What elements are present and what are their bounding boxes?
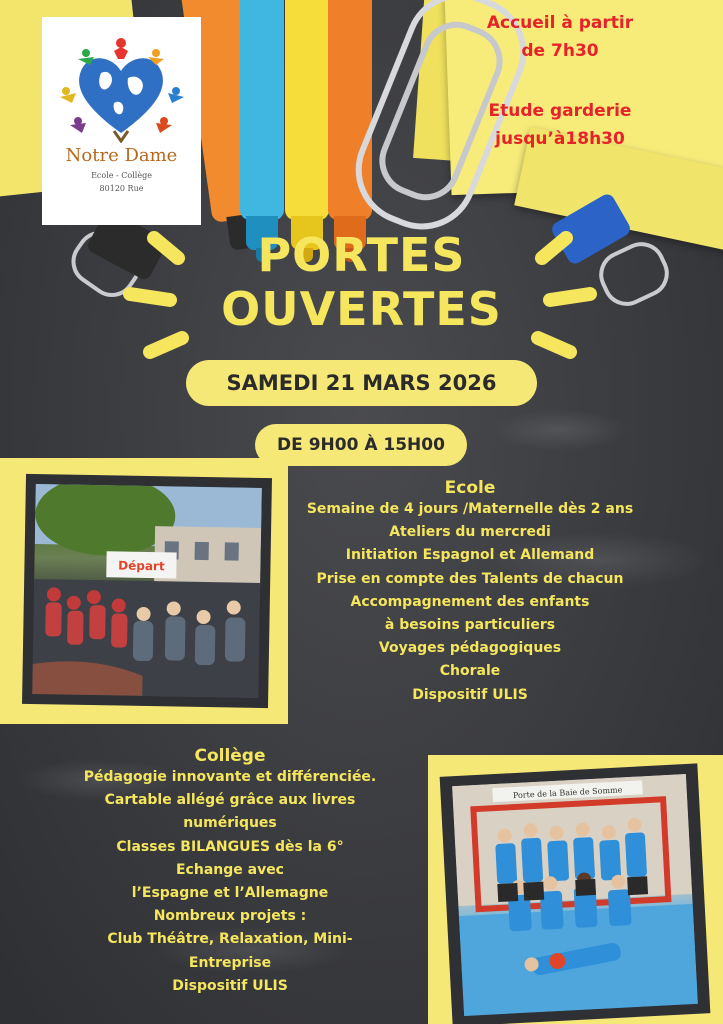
- school-race-photo: [32, 484, 262, 698]
- college-line: Pédagogie innovante et différenciée.: [83, 769, 377, 785]
- college-heading: Collège: [194, 746, 266, 766]
- college-line: l’Espagne et l’Allemagne: [131, 885, 329, 902]
- college-line: Cartable allégé grâce aux livres: [104, 792, 356, 809]
- college-section: [70, 746, 390, 998]
- college-line: Entreprise: [188, 954, 272, 971]
- gym-sign-text: Porte de la Baie de Somme: [512, 785, 623, 801]
- logo-address: 80120 Rue: [99, 184, 144, 193]
- school-line: Semaine de 4 jours /Maternelle dès 2 ans: [306, 501, 634, 517]
- college-line: numériques: [183, 815, 277, 832]
- college-line: Echange avec: [175, 861, 284, 878]
- burst-rays-decoration: [0, 0, 723, 420]
- event-date-badge: SAMEDI 21 MARS 2026: [186, 360, 537, 406]
- school-heading: Ecole: [444, 478, 496, 498]
- school-line: Voyages pédagogiques: [378, 640, 562, 657]
- college-line: Classes BILANGUES dès la 6°: [116, 838, 344, 855]
- event-hours-badge: DE 9H00 À 15H00: [255, 424, 467, 466]
- school-line: Prise en compte des Talents de chacun: [316, 570, 624, 587]
- school-line: Chorale: [439, 663, 501, 680]
- etude-line-2: jusqu’à18h30: [495, 129, 625, 149]
- accueil-line-1: Accueil à partir: [486, 13, 634, 33]
- college-sports-photo: [452, 774, 698, 1016]
- title-line-1: PORTES: [257, 228, 466, 282]
- title-line-2: OUVERTES: [221, 282, 502, 336]
- college-line: Dispositif ULIS: [172, 977, 288, 994]
- school-line: Dispositif ULIS: [412, 686, 528, 703]
- school-line: Ateliers du mercredi: [389, 524, 551, 541]
- college-line: Nombreux projets :: [153, 908, 307, 925]
- school-line: Accompagnement des enfants: [350, 593, 590, 610]
- start-banner-text: Départ: [118, 558, 165, 574]
- college-line: Club Théâtre, Relaxation, Mini-: [107, 931, 353, 948]
- school-line: à besoins particuliers: [384, 617, 556, 634]
- logo-subtitle: Ecole - Collège: [91, 171, 152, 180]
- accueil-line-2: de 7h30: [521, 41, 599, 61]
- school-line: Initiation Espagnol et Allemand: [345, 547, 595, 564]
- school-section: [280, 478, 660, 707]
- etude-line-1: Etude garderie: [488, 101, 632, 121]
- logo-school-name: Notre Dame: [65, 145, 178, 166]
